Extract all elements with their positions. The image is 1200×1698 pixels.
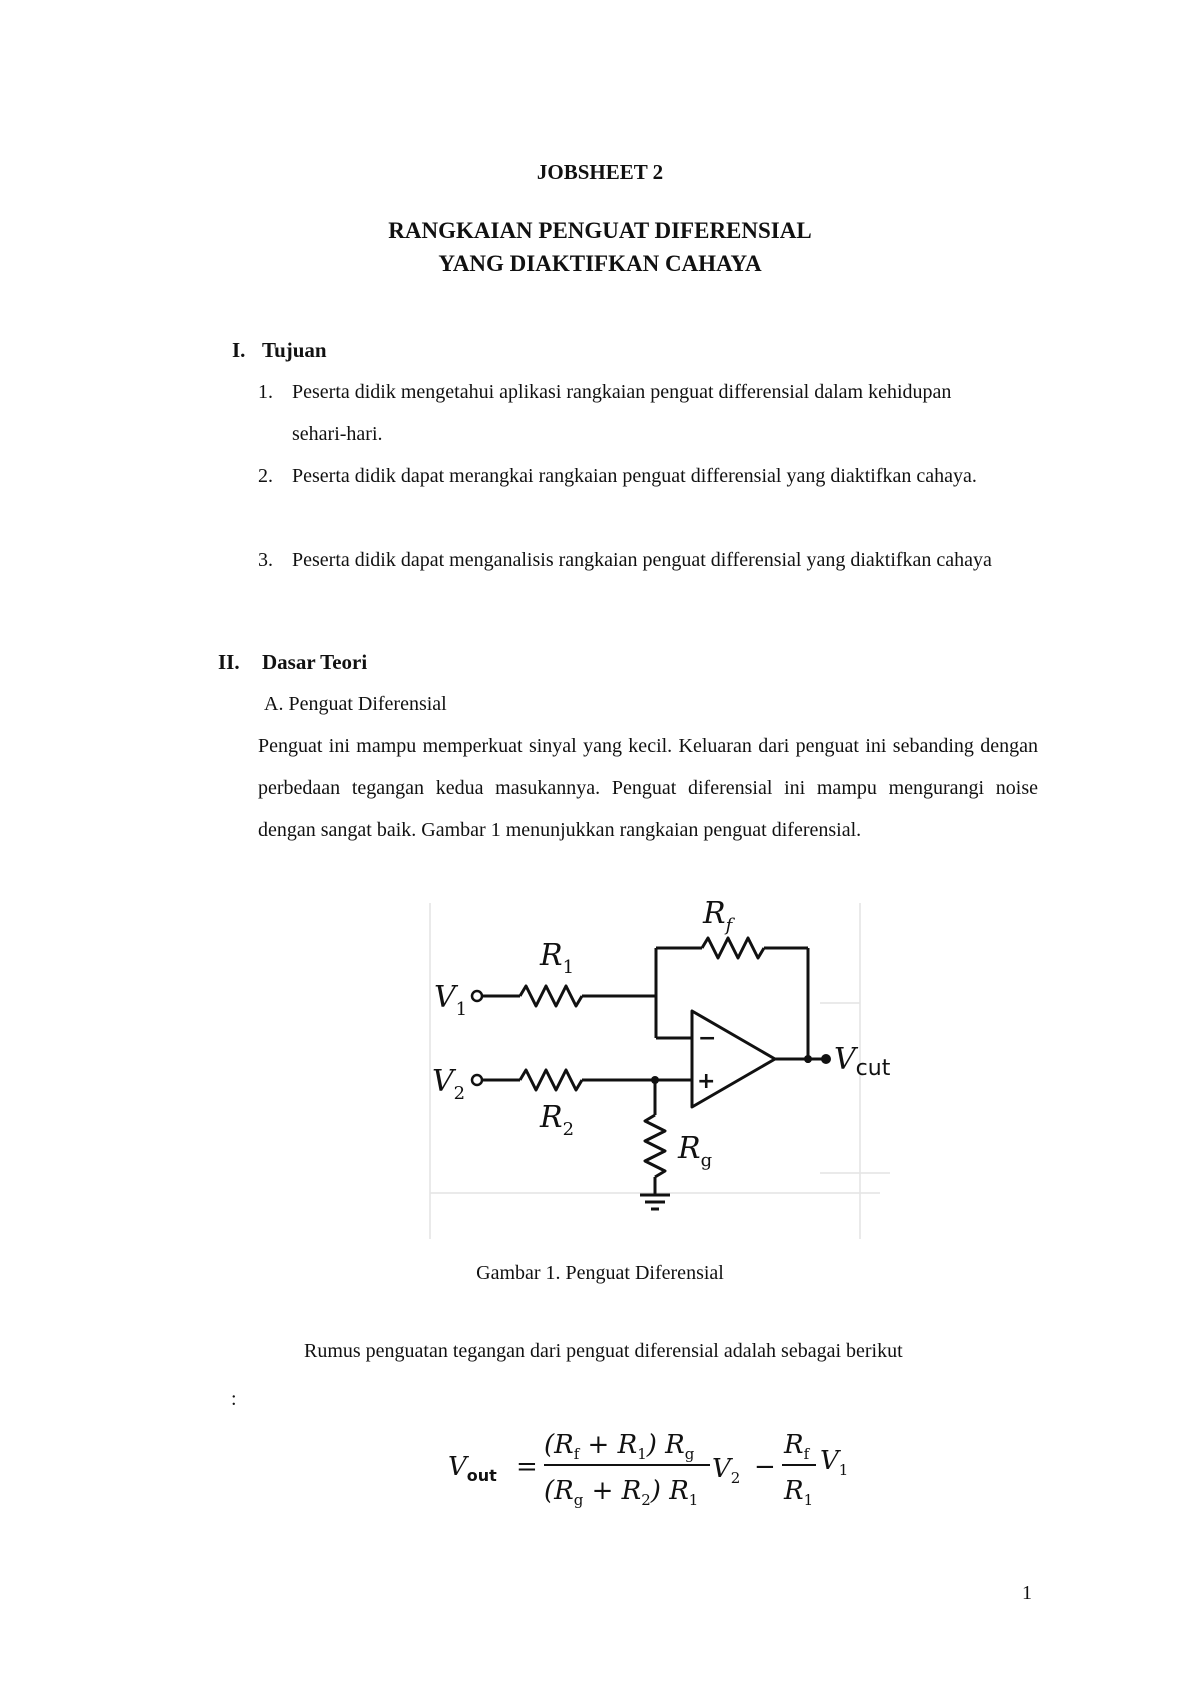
formula-equals: = (516, 1452, 538, 1482)
subsection-heading: A. Penguat Diferensial (264, 693, 447, 715)
terminal-v1 (472, 991, 482, 1001)
formula-denominator-2: $R_1$ (784, 1476, 814, 1509)
section-2-heading (218, 650, 367, 675)
objective-item (258, 371, 998, 455)
title-line-2: YANG DIAKTIFKAN CAHAYA (438, 251, 762, 276)
gain-formula (448, 1415, 878, 1515)
figure-caption: Gambar 1. Penguat Diferensial (476, 1262, 724, 1284)
objective-text: Peserta didik mengetahui aplikasi rangkaian penguat differensial dalam kehidupan sehari-hari. (292, 381, 952, 445)
differential-amplifier-circuit (420, 893, 910, 1239)
label-v2: $V_2$ (432, 1064, 466, 1104)
label-r2: $R_2$ (540, 1100, 575, 1140)
junction-dot (804, 1055, 812, 1063)
section-1-title: Tujuan (262, 338, 327, 362)
section-1-heading (232, 338, 327, 363)
objective-number: 3. (258, 549, 273, 571)
formula-colon: : (231, 1388, 237, 1410)
objective-text: Peserta didik dapat menganalisis rangkaian penguat differensial yang diaktifkan cahaya (292, 549, 992, 571)
objective-text: Peserta didik dapat merangkai rangkaian penguat differensial yang diaktifkan cahaya. (292, 465, 977, 487)
jobsheet-label: JOBSHEET 2 (536, 160, 664, 184)
objective-number: 1. (258, 381, 273, 403)
formula-text (448, 1430, 848, 1509)
theory-paragraph: Penguat ini mampu memperkuat sinyal yang kecil. Keluaran dari penguat ini sebanding dengan perbedaan tegangan kedua masukannya. Penguat diferensial ini mampu mengurangi noise dengan sangat baik. Gambar 1 menunjukkan rangkaian penguat diferensial. (258, 735, 1038, 841)
inverting-sign: − (698, 1026, 717, 1051)
section-2-number: II. (218, 650, 240, 674)
objective-item (258, 539, 998, 581)
formula-numerator-2: $R_f$ (784, 1430, 810, 1463)
title-line-1: RANGKAIAN PENGUAT DIFERENSIAL (388, 218, 812, 243)
label-rf: $R_f$ (703, 896, 733, 936)
label-r1: $R_1$ (540, 938, 575, 978)
label-vout: $V_{cut}$ (834, 1042, 891, 1081)
formula-denominator-1: $(R_g + R_2)$ $R_1$ (544, 1476, 699, 1509)
objective-item (258, 455, 998, 497)
page-number: 1 (1022, 1582, 1032, 1604)
section-1-number: I. (232, 338, 246, 362)
terminal-vout (821, 1054, 831, 1064)
formula-numerator-1: $(R_f + R_1)$ $R_g$ (544, 1430, 695, 1463)
formula-minus: − (754, 1452, 776, 1482)
label-rg: $R_g$ (678, 1131, 713, 1171)
label-v1: $V_1$ (434, 980, 468, 1020)
non-inverting-sign: + (697, 1069, 716, 1094)
formula-v1: $V_1$ (820, 1446, 849, 1479)
formula-lhs: $V_{out}$ (448, 1452, 497, 1485)
junction-dot (651, 1076, 659, 1084)
formula-v2: $V_2$ (712, 1454, 741, 1487)
formula-intro-text: Rumus penguatan tegangan dari penguat diferensial adalah sebagai berikut (304, 1340, 903, 1362)
terminal-v2 (472, 1075, 482, 1085)
section-2-title: Dasar Teori (262, 650, 368, 674)
document-title (0, 214, 1200, 280)
objective-number: 2. (258, 465, 273, 487)
